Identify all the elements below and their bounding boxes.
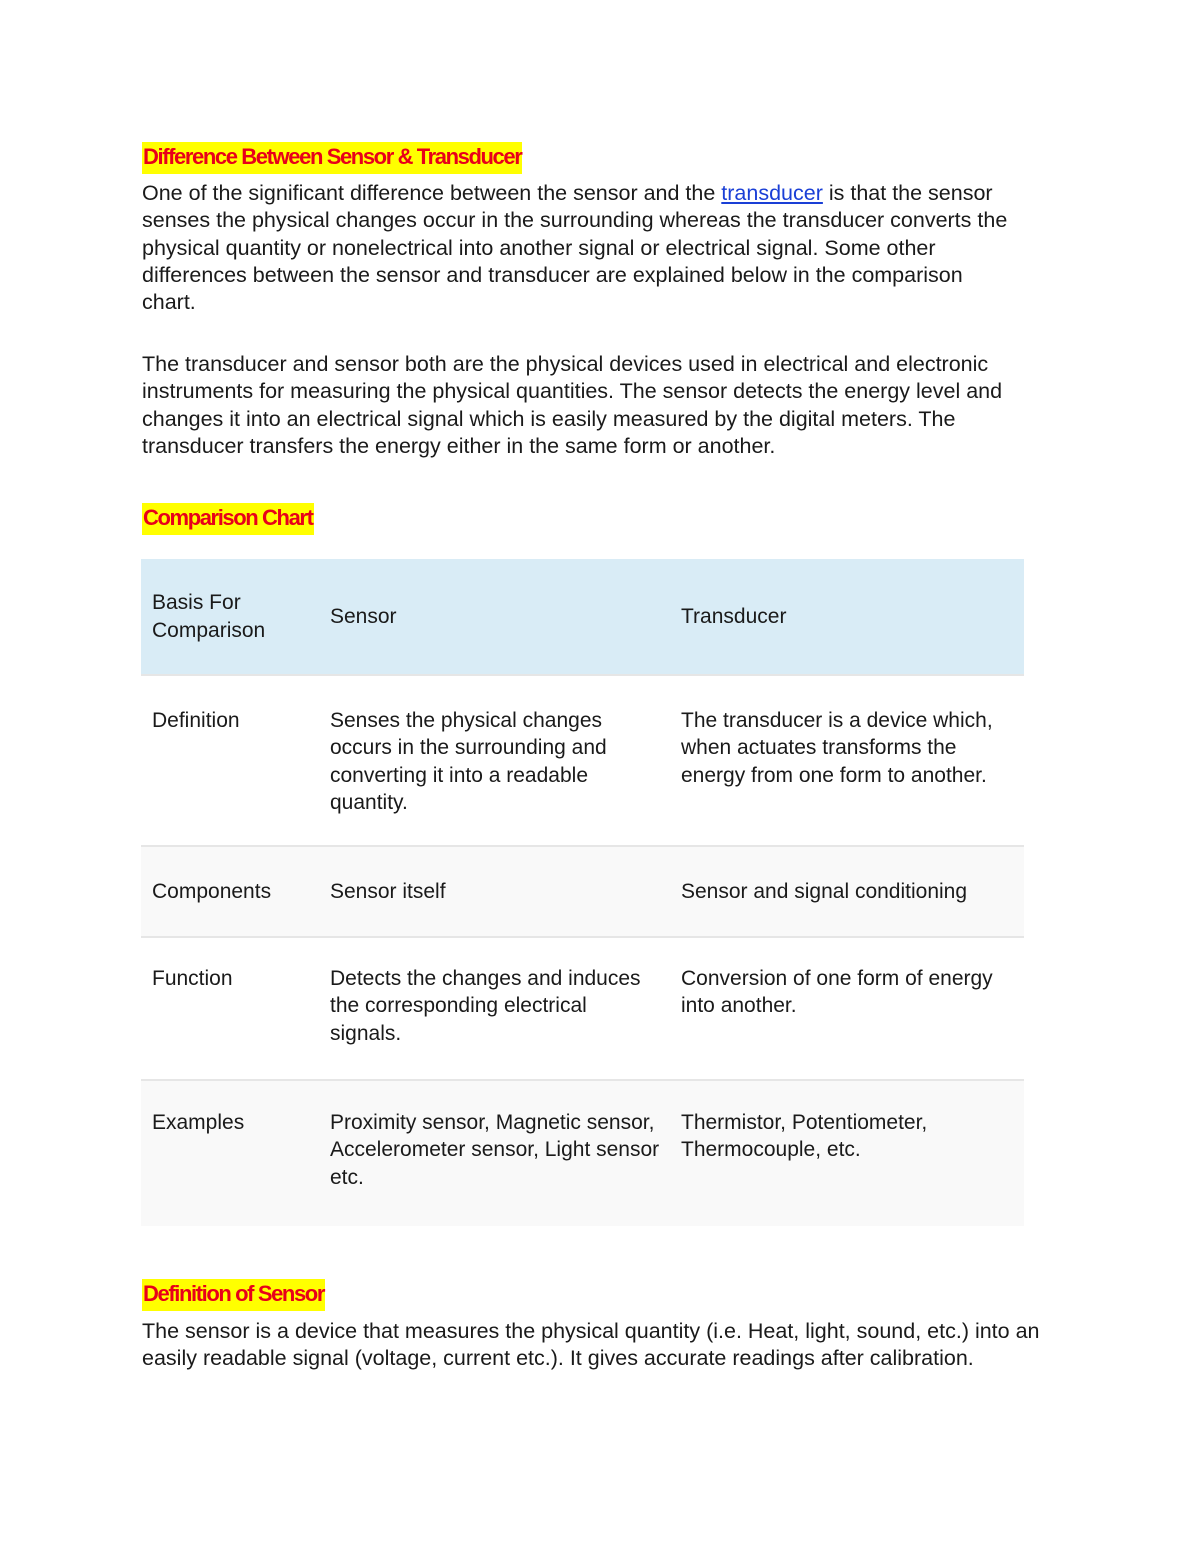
row-label: Examples <box>141 1080 319 1226</box>
header-transducer: Transducer <box>670 559 1024 675</box>
table-row <box>141 1080 1024 1226</box>
transducer-cell: Sensor and signal conditioning <box>670 846 1024 937</box>
heading-definition-of-sensor: Definition of Sensor <box>142 1279 325 1311</box>
transducer-cell: Conversion of one form of energy into another. <box>670 937 1024 1080</box>
heading-difference: Difference Between Sensor & Transducer <box>142 142 522 174</box>
header-basis: Basis For Comparison <box>141 559 319 675</box>
table-header-row <box>141 559 1024 675</box>
header-sensor: Sensor <box>319 559 670 675</box>
intro-text-start: One of the significant difference between the sensor and the <box>142 181 722 205</box>
intro-paragraph <box>142 180 1022 316</box>
intro-text-end: is that the sensor senses the physical changes occur in the surrounding whereas the transducer converts the physical quantity or nonelectrical into another signal or electrical signal. Some other differences between the sensor and transducer are explained below in the comparison chart. <box>142 181 1008 315</box>
row-label: Definition <box>141 675 319 846</box>
second-paragraph: The transducer and sensor both are the physical devices used in electrical and electronic instruments for measuring the physical quantities. The sensor detects the energy level and changes it into an electrical signal which is easily measured by the digital meters. The transducer transfers the energy either in the same form or another. <box>142 352 1003 458</box>
table-row <box>141 937 1024 1080</box>
row-label: Components <box>141 846 319 937</box>
sensor-cell: Sensor itself <box>319 846 670 937</box>
sensor-definition-paragraph: The sensor is a device that measures the physical quantity (i.e. Heat, light, sound, etc.) into an easily readable signal (voltage, current etc.). It gives accurate readings after calibration. <box>142 1319 1040 1371</box>
sensor-cell: Proximity sensor, Magnetic sensor, Accelerometer sensor, Light sensor etc. <box>319 1080 670 1226</box>
sensor-cell: Senses the physical changes occurs in the surrounding and converting it into a readable quantity. <box>319 675 670 846</box>
heading-comparison-chart: Comparison Chart <box>142 503 314 535</box>
sensor-cell: Detects the changes and induces the corresponding electrical signals. <box>319 937 670 1080</box>
transducer-link[interactable]: transducer <box>721 181 823 205</box>
comparison-table <box>141 559 1024 1226</box>
table-row <box>141 846 1024 937</box>
transducer-cell: The transducer is a device which, when actuates transforms the energy from one form to another. <box>670 675 1024 846</box>
transducer-cell: Thermistor, Potentiometer, Thermocouple, etc. <box>670 1080 1024 1226</box>
table-row <box>141 675 1024 846</box>
row-label: Function <box>141 937 319 1080</box>
